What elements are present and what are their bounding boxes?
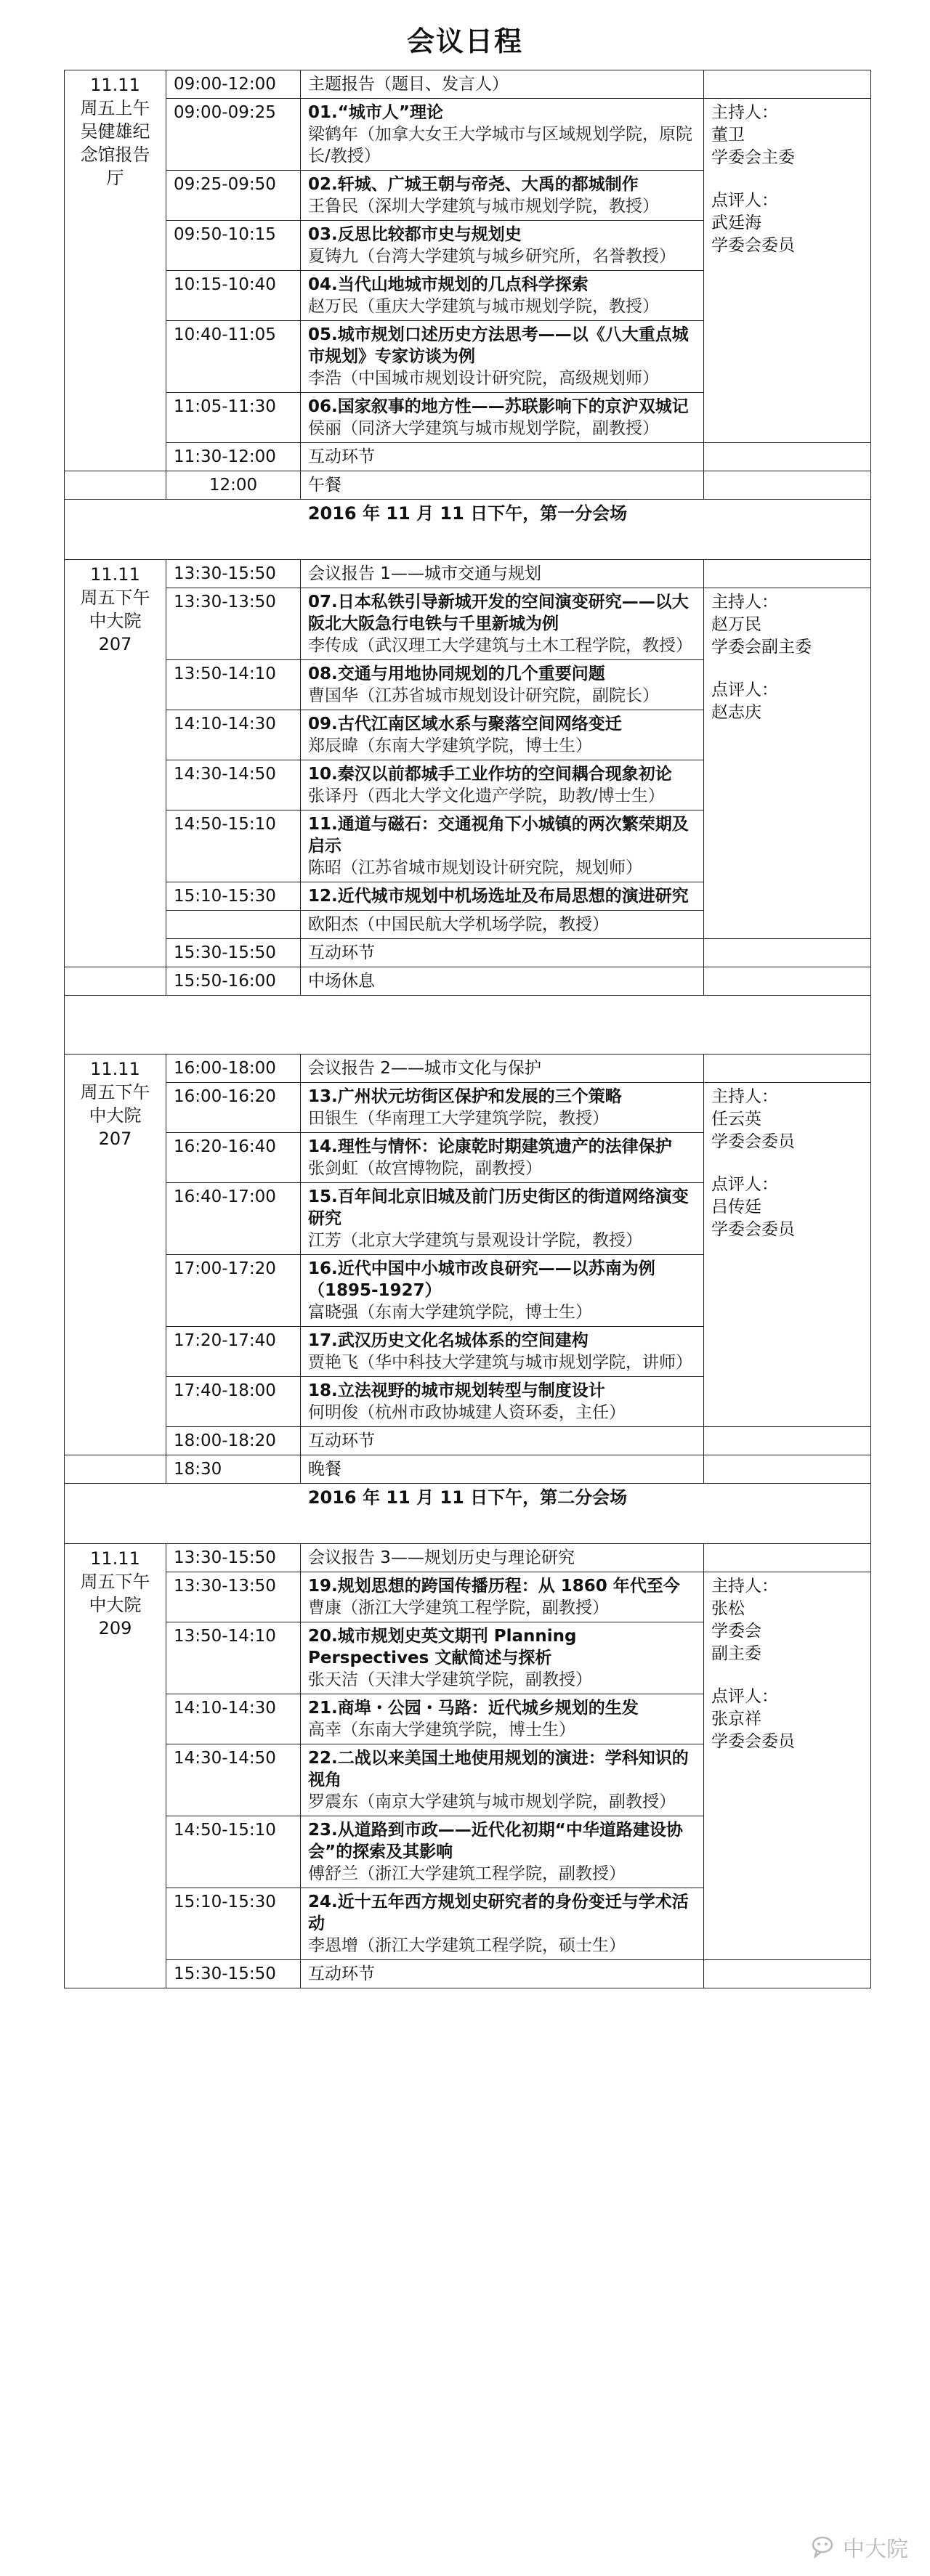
agenda-item — [301, 660, 704, 710]
session-band-row — [65, 500, 871, 560]
speaker: 欧阳杰（中国民航大学机场学院，教授） — [301, 911, 704, 939]
talk-title: 22.二战以来美国土地使用规划的演进：学科知识的视角 — [308, 1749, 689, 1789]
meal-break-label: 中场休息 — [301, 967, 704, 996]
session-header-row — [65, 560, 871, 588]
empty-cell — [65, 967, 166, 996]
time-slot: 09:25-09:50 — [166, 171, 301, 221]
time-slot: 14:50-15:10 — [166, 1816, 301, 1888]
time-slot: 15:30-15:50 — [166, 1960, 301, 1988]
time-slot: 11:05-11:30 — [166, 393, 301, 443]
speaker: 张译丹（西北大学文化遗产学院，助教/博士生） — [308, 787, 665, 805]
empty-cell — [704, 1455, 871, 1484]
agenda-item — [301, 710, 704, 760]
agenda-item — [301, 1888, 704, 1960]
agenda-item — [301, 760, 704, 810]
agenda-item — [301, 1744, 704, 1816]
moderator-block — [711, 1575, 863, 1665]
agenda-item — [301, 1816, 704, 1888]
talk-row — [65, 99, 871, 171]
speaker: 高幸（东南大学建筑学院，博士生） — [308, 1720, 575, 1739]
moderator-role: 学委会 — [711, 1622, 761, 1641]
time-slot: 15:30-15:50 — [166, 939, 301, 967]
empty-cell — [704, 1055, 871, 1083]
talk-title: 23.从道路到市政——近代化初期“中华道路建设协会”的探索及其影响 — [308, 1821, 683, 1861]
talk-title: 14.理性与情怀：论康乾时期建筑遗产的法律保护 — [308, 1137, 672, 1156]
interaction-label: 互动环节 — [301, 443, 704, 471]
page-title: 会议日程 — [406, 25, 523, 57]
speaker: 张剑虹（故宫博物院，副教授） — [308, 1159, 542, 1178]
time-slot: 16:00-18:00 — [166, 1055, 301, 1083]
speaker: 李传成（武汉理工大学建筑与土木工程学院，教授） — [308, 636, 692, 655]
moderator-label: 主持人： — [711, 1087, 778, 1106]
talk-title: 17.武汉历史文化名城体系的空间建构 — [308, 1331, 589, 1350]
speaker: 张天洁（天津大学建筑学院，副教授） — [308, 1670, 592, 1689]
date-venue-line: 中大院 — [89, 1105, 142, 1126]
time-slot: 16:00-16:20 — [166, 1083, 301, 1133]
moderator-block — [711, 102, 863, 169]
empty-cell — [704, 1427, 871, 1455]
moderator-role: 学委会副主委 — [711, 638, 812, 657]
session-band-row — [65, 1484, 871, 1544]
talk-title: 18.立法视野的城市规划转型与制度设计 — [308, 1381, 605, 1400]
time-slot: 13:30-13:50 — [166, 1572, 301, 1622]
time-slot: 13:50-14:10 — [166, 660, 301, 710]
time-slot: 09:50-10:15 — [166, 221, 301, 271]
moderator-cell — [704, 588, 871, 939]
talk-title: 21.商埠・公园・马路：近代城乡规划的生发 — [308, 1699, 639, 1718]
critic-label: 点评人： — [711, 680, 778, 699]
speaker: 郑辰暐（东南大学建筑学院，博士生） — [308, 736, 592, 755]
agenda-item — [301, 1083, 704, 1133]
interaction-label: 互动环节 — [301, 1960, 704, 1988]
agenda-item — [301, 321, 704, 393]
critic-label: 点评人： — [711, 191, 778, 210]
empty-cell — [704, 560, 871, 588]
time-slot: 13:30-15:50 — [166, 1544, 301, 1572]
talk-title: 01.“城市人”理论 — [308, 103, 443, 122]
speaker: 罗震东（南京大学建筑与城市规划学院，副教授） — [308, 1792, 676, 1811]
time-slot: 18:30 — [166, 1455, 301, 1484]
empty-cell — [704, 70, 871, 99]
critic-name: 吕传廷 — [711, 1198, 761, 1216]
agenda-item — [301, 393, 704, 443]
interaction-label: 互动环节 — [301, 939, 704, 967]
empty-cell — [704, 471, 871, 500]
moderator-role: 副主委 — [711, 1644, 761, 1663]
critic-name: 张京祥 — [711, 1710, 761, 1728]
blank-cell — [65, 996, 871, 1055]
empty-cell — [704, 1544, 871, 1572]
blank-row — [65, 996, 871, 1055]
talk-title: 03.反思比较都市史与规划史 — [308, 225, 522, 244]
date-venue-line: 念馆报告 — [80, 145, 150, 165]
meal-break-row — [65, 1455, 871, 1484]
date-venue-line: 吴健雄纪 — [80, 121, 150, 142]
agenda-item — [301, 810, 704, 882]
time-slot: 14:30-14:50 — [166, 1744, 301, 1816]
session-topic: 会议报告 3——规划历史与理论研究 — [301, 1544, 704, 1572]
talk-title: 20.城市规划史英文期刊 Planning Perspectives 文献简述与探析 — [308, 1627, 577, 1667]
date-venue-line: 周五下午 — [80, 588, 150, 608]
time-slot: 18:00-18:20 — [166, 1427, 301, 1455]
empty-cell — [704, 939, 871, 967]
time-slot: 16:20-16:40 — [166, 1133, 301, 1183]
time-slot: 14:30-14:50 — [166, 760, 301, 810]
agenda-item — [301, 1377, 704, 1427]
time-slot: 17:40-18:00 — [166, 1377, 301, 1427]
talk-title: 05.城市规划口述历史方法思考——以《八大重点城市规划》专家访谈为例 — [308, 325, 689, 366]
critic-block — [711, 1686, 863, 1753]
interaction-row — [65, 443, 871, 471]
agenda-item — [301, 99, 704, 171]
talk-title: 24.近十五年西方规划史研究者的身份变迁与学术活动 — [308, 1893, 689, 1933]
agenda-item — [301, 1255, 704, 1327]
wechat-bubble-icon — [811, 2535, 837, 2559]
meal-break-label: 晚餐 — [301, 1455, 704, 1484]
speaker: 曹康（浙江大学建筑工程学院，副教授） — [308, 1598, 609, 1617]
moderator-role: 学委会主委 — [711, 148, 795, 167]
time-slot: 12:00 — [166, 471, 301, 500]
date-venue-line: 11.11 — [90, 1548, 140, 1569]
time-slot: 13:50-14:10 — [166, 1622, 301, 1694]
talk-row — [65, 1083, 871, 1133]
agenda-item — [301, 221, 704, 271]
moderator-block — [711, 1086, 863, 1153]
empty-cell — [704, 967, 871, 996]
date-venue-line: 周五下午 — [80, 1082, 150, 1102]
session-date-venue — [65, 1055, 166, 1455]
time-slot: 17:20-17:40 — [166, 1327, 301, 1377]
critic-label: 点评人： — [711, 1687, 778, 1706]
session-topic: 会议报告 1——城市交通与规划 — [301, 560, 704, 588]
moderator-label: 主持人： — [711, 1577, 778, 1596]
date-venue-line: 207 — [98, 634, 132, 654]
moderator-block — [711, 591, 863, 659]
agenda-item — [301, 1694, 704, 1744]
moderator-label: 主持人： — [711, 103, 778, 122]
empty-cell — [65, 1455, 166, 1484]
empty-cell — [704, 1960, 871, 1988]
moderator-role: 学委会委员 — [711, 1132, 795, 1151]
schedule-table — [64, 70, 871, 1988]
time-slot: 15:10-15:30 — [166, 1888, 301, 1960]
agenda-item — [301, 171, 704, 221]
agenda-item — [301, 588, 704, 660]
talk-title: 13.广州状元坊街区保护和发展的三个策略 — [308, 1087, 622, 1106]
date-venue-line: 中大院 — [89, 611, 142, 631]
talk-title: 06.国家叙事的地方性——苏联影响下的京沪双城记 — [308, 397, 689, 416]
speaker: 傅舒兰（浙江大学建筑工程学院，副教授） — [308, 1864, 626, 1883]
agenda-item — [301, 1622, 704, 1694]
critic-name: 武廷海 — [711, 214, 761, 232]
speaker: 侯丽（同济大学建筑与城市规划学院，副教授） — [308, 419, 659, 438]
watermark-text: 中大院 — [843, 2537, 908, 2562]
time-slot: 09:00-09:25 — [166, 99, 301, 171]
critic-role: 学委会委员 — [711, 1732, 795, 1751]
speaker: 李浩（中国城市规划设计研究院，高级规划师） — [308, 369, 659, 388]
talk-title: 02.轩城、广城王朝与帝尧、大禹的都城制作 — [308, 175, 639, 194]
session-header-row — [65, 1055, 871, 1083]
interaction-row — [65, 1427, 871, 1455]
date-venue-line: 中大院 — [89, 1595, 142, 1615]
empty-cell — [704, 443, 871, 471]
critic-role: 学委会委员 — [711, 236, 795, 255]
moderator-name: 任云英 — [711, 1110, 761, 1129]
agenda-item — [301, 1183, 704, 1255]
time-slot: 10:40-11:05 — [166, 321, 301, 393]
speaker: 梁鹤年（加拿大女王大学城市与区域规划学院，原院长/教授） — [308, 125, 692, 166]
speaker: 陈昭（江苏省城市规划设计研究院，规划师） — [308, 858, 642, 877]
critic-label: 点评人： — [711, 1175, 778, 1194]
time-slot: 09:00-12:00 — [166, 70, 301, 99]
meal-break-row — [65, 471, 871, 500]
empty-cell — [166, 911, 301, 939]
talk-title: 19.规划思想的跨国传播历程：从 1860 年代至今 — [308, 1577, 680, 1596]
speaker: 富晓强（东南大学建筑学院，博士生） — [308, 1303, 592, 1322]
talk-title: 11.通道与磁石：交通视角下小城镇的两次繁荣期及启示 — [308, 815, 689, 856]
moderator-name: 董卫 — [711, 126, 745, 145]
speaker: 王鲁民（深圳大学建筑与城市规划学院，教授） — [308, 197, 659, 216]
moderator-name: 赵万民 — [711, 615, 761, 634]
time-slot: 14:10-14:30 — [166, 710, 301, 760]
interaction-row — [65, 939, 871, 967]
time-slot: 15:50-16:00 — [166, 967, 301, 996]
time-slot: 16:40-17:00 — [166, 1183, 301, 1255]
critic-block — [711, 679, 863, 724]
speaker: 曹国华（江苏省城市规划设计研究院，副院长） — [308, 686, 659, 705]
moderator-cell — [704, 1083, 871, 1427]
talk-row — [65, 588, 871, 660]
talk-title: 15.百年间北京旧城及前门历史街区的街道网络演变研究 — [308, 1187, 689, 1228]
speaker: 赵万民（重庆大学建筑与城市规划学院，教授） — [308, 297, 659, 316]
meal-break-label: 午餐 — [301, 471, 704, 500]
talk-title: 16.近代中国中小城市改良研究——以苏南为例（1895-1927） — [308, 1259, 655, 1300]
session-band: 2016 年 11 月 11 日下午，第一分会场 — [65, 500, 871, 560]
date-venue-line: 周五上午 — [80, 98, 150, 118]
date-venue-line: 207 — [98, 1129, 132, 1149]
agenda-item — [301, 1133, 704, 1183]
critic-block — [711, 1174, 863, 1241]
talk-title: 08.交通与用地协同规划的几个重要问题 — [308, 665, 605, 683]
date-venue-line: 11.11 — [90, 75, 140, 95]
empty-cell — [65, 471, 166, 500]
session-band: 2016 年 11 月 11 日下午，第二分会场 — [65, 1484, 871, 1544]
talk-title: 07.日本私铁引导新城开发的空间演变研究——以大阪北大阪急行电铁与千里新城为例 — [308, 593, 689, 633]
speaker: 李恩增（浙江大学建筑工程学院，硕士生） — [308, 1936, 626, 1955]
time-slot: 14:10-14:30 — [166, 1694, 301, 1744]
time-slot: 14:50-15:10 — [166, 810, 301, 882]
time-slot: 13:30-15:50 — [166, 560, 301, 588]
speaker: 夏铸九（台湾大学建筑与城乡研究所，名誉教授） — [308, 247, 676, 266]
date-venue-line: 209 — [98, 1618, 132, 1638]
speaker: 何明俊（杭州市政协城建人资环委，主任） — [308, 1403, 626, 1422]
speaker: 田银生（华南理工大学建筑学院，教授） — [308, 1109, 609, 1128]
moderator-name: 张松 — [711, 1599, 745, 1618]
talk-title: 10.秦汉以前都城手工业作坊的空间耦合现象初论 — [308, 765, 672, 784]
critic-role: 学委会委员 — [711, 1220, 795, 1239]
moderator-cell — [704, 1572, 871, 1960]
talk-title: 12.近代城市规划中机场选址及布局思想的演进研究 — [308, 887, 689, 906]
interaction-label: 互动环节 — [301, 1427, 704, 1455]
session-date-venue — [65, 70, 166, 471]
critic-name: 赵志庆 — [711, 703, 761, 722]
time-slot: 13:30-13:50 — [166, 588, 301, 660]
time-slot: 10:15-10:40 — [166, 271, 301, 321]
critic-block — [711, 190, 863, 257]
meal-break-row — [65, 967, 871, 996]
talk-row — [65, 1572, 871, 1622]
moderator-label: 主持人： — [711, 593, 778, 612]
speaker: 江芳（北京大学建筑与景观设计学院，教授） — [308, 1231, 642, 1250]
moderator-cell — [704, 99, 871, 443]
date-venue-line: 厅 — [106, 168, 124, 188]
agenda-item — [301, 1572, 704, 1622]
session-date-venue — [65, 1544, 166, 1988]
date-venue-line: 周五下午 — [80, 1572, 150, 1592]
speaker: 贾艳飞（华中科技大学建筑与城市规划学院，讲师） — [308, 1353, 692, 1372]
session-topic: 会议报告 2——城市文化与保护 — [301, 1055, 704, 1083]
date-venue-line: 11.11 — [90, 564, 140, 585]
date-venue-line: 11.11 — [90, 1059, 140, 1079]
time-slot: 15:10-15:30 — [166, 882, 301, 911]
time-slot: 17:00-17:20 — [166, 1255, 301, 1327]
agenda-item — [301, 271, 704, 321]
watermark — [811, 2531, 908, 2563]
session-header-row — [65, 1544, 871, 1572]
interaction-row — [65, 1960, 871, 1988]
talk-title: 09.古代江南区域水系与聚落空间网络变迁 — [308, 715, 622, 734]
session-header-row — [65, 70, 871, 99]
time-slot: 11:30-12:00 — [166, 443, 301, 471]
agenda-item — [301, 1327, 704, 1377]
talk-title: 04.当代山地城市规划的几点科学探索 — [308, 275, 589, 294]
agenda-item — [301, 882, 704, 911]
session-date-venue — [65, 560, 166, 967]
session-topic: 主题报告（题目、发言人） — [301, 70, 704, 99]
